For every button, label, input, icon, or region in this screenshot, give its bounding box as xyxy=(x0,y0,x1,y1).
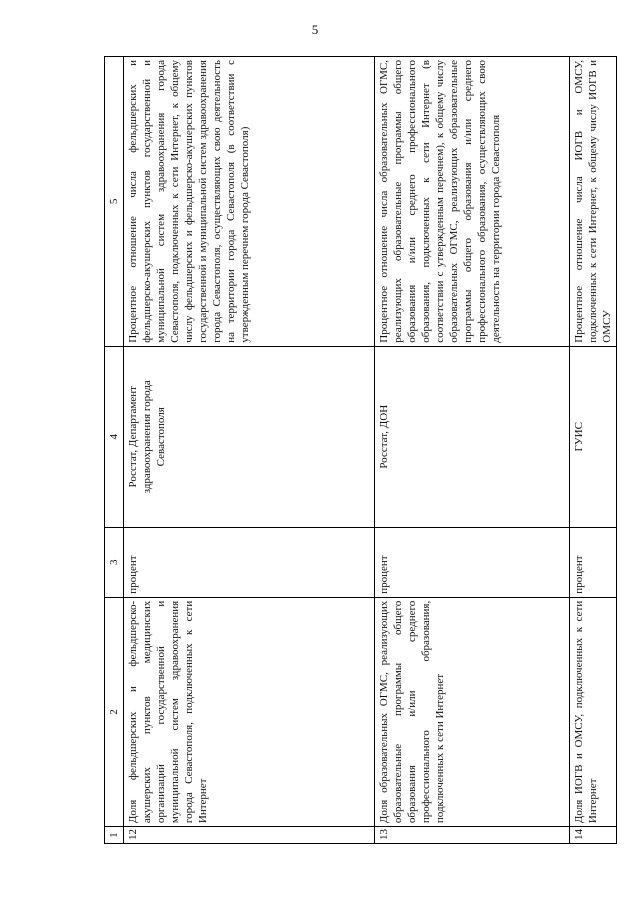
header-cell: 3 xyxy=(105,527,124,597)
indicator-name: Доля образовательных ОГМС, реализующих образовательные программы общего образования и/или среднего профессионального образования, подключенных к сети Интернет xyxy=(375,597,570,826)
page-number: 5 xyxy=(311,22,319,37)
header-cell: 2 xyxy=(105,597,124,826)
header-cell: 5 xyxy=(105,57,124,347)
unit-cell: процент xyxy=(124,527,375,597)
table-row xyxy=(570,57,617,844)
indicator-name: Доля ИОГВ и ОМСУ, подключенных к сети Интернет xyxy=(570,597,617,826)
unit-cell: процент xyxy=(375,527,570,597)
source-cell: Росстат, ДОН xyxy=(375,346,570,527)
header-cell: 1 xyxy=(105,827,124,844)
method-cell: Процентное отношение числа фельдшерских и фельдшерско-акушерских пунктов государственной и муниципальной систем здравоохранения города Севастополя, подключенных к сети Интернет, к общему числу фельдшерских и фельдшерско-акушерских пунктов государственной и муниципальной систем здравоохранения города Севастополя, осуществляющих свою деятельность на территории города Севастополя (в соответствии с утвержденным перечнем города Севастополя) xyxy=(124,57,375,347)
source-cell: ГУИС xyxy=(570,346,617,527)
unit-cell: процент xyxy=(570,527,617,597)
method-cell: Процентное отношение числа образовательных ОГМС, реализующих образовательные программы общего образования и/или среднего профессионального образования, подключенных к сети Интернет (в соответствии с утвержденным перечнем), к общему числу образовательных ОГМС, реализующих образовательные программы общего образования и/или среднего профессионального образования, осуществляющих свою деятельность на территории города Севастополя xyxy=(375,57,570,347)
row-number: 12 xyxy=(124,827,375,844)
source-cell: Росстат, Департамент здравоохранения города Севастополя xyxy=(124,346,375,527)
indicator-name: Доля фельдшерских и фельдшерско-акушерских пунктов медицинских организаций государственной и муниципальной систем здравоохранения города Севастополя, подключенных к сети Интернет xyxy=(124,597,375,826)
rotated-table-container xyxy=(104,56,613,844)
header-row xyxy=(105,57,124,844)
indicators-table xyxy=(104,56,617,844)
method-cell: Процентное отношение числа ИОГВ и ОМСУ, подключенных к сети Интернет, к общему числу ИОГВ и ОМСУ xyxy=(570,57,617,347)
row-number: 13 xyxy=(375,827,570,844)
row-number: 14 xyxy=(570,827,617,844)
table-row xyxy=(375,57,570,844)
header-cell: 4 xyxy=(105,346,124,527)
table-row xyxy=(124,57,375,844)
